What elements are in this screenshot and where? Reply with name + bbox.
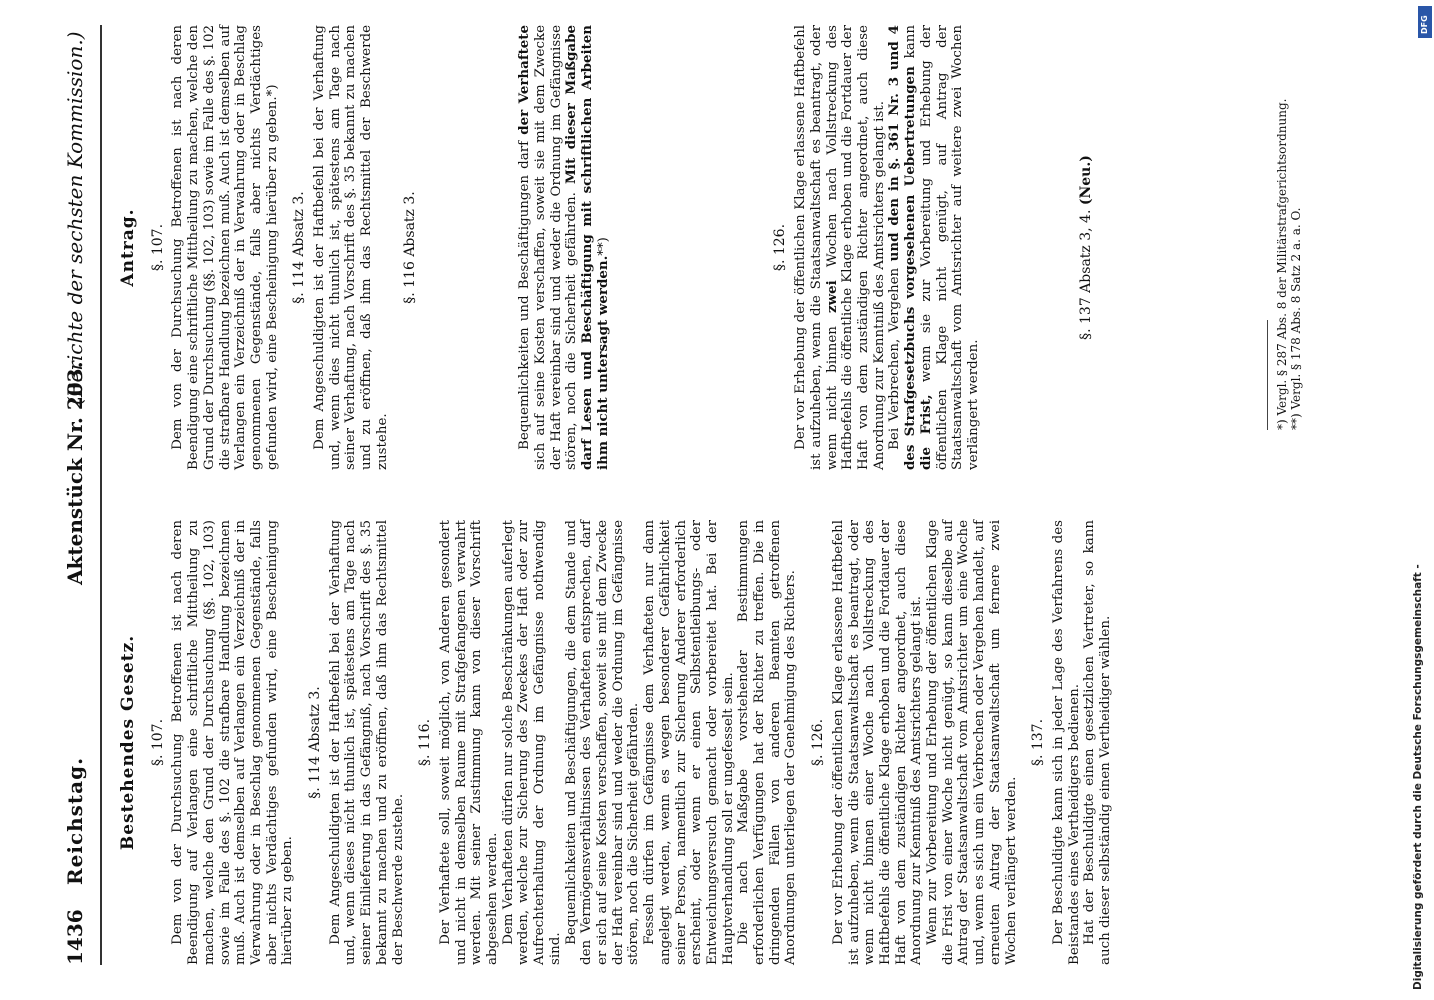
dfg-logo-text: DFG	[1420, 15, 1429, 34]
scanned-page	[45, 20, 1405, 980]
paragraph: Dem Angeschuldigten ist der Haftbefehl bei der Verhaftung und, wenn dieses nicht thunlich ist, spätestens am Tage nach seiner Einlieferung in das Gefängniß, nach Vorschrift des §. 35 bekannt zu machen und zu eröffnen, daß ihm das Rechtsmittel der Beschwerde zustehe.	[327, 520, 406, 965]
text-run: wenn sie zur Vorbereitung und Erhebung der öffentlichen Klage nicht genügt, auf Antrag der Staatsanwaltschaft vom Amtsrichter auf weitere zwei Wochen verlängert werden.	[918, 25, 981, 470]
page-number: 1436	[63, 909, 87, 965]
bold-run: die Frist,	[917, 394, 934, 470]
digitization-text: Digitalisierung gefördert durch die Deutsche Forschungsgemeinschaft -	[1412, 564, 1424, 990]
dfg-logo	[1418, 6, 1432, 38]
section-heading: §. 107.	[149, 718, 166, 767]
paragraph: Dem von der Durchsuchung Betroffenen ist nach deren Beendigung auf Verlangen eine schriftliche Mittheilung zu machen, welche den Grund der Durchsuchung (§§. 102, 103) sowie im Falle des §. 102 die strafbare Handlung bezeichnen muß. Auch ist demselben auf Verlangen ein Verzeichniß der in Verwahrung oder in Beschlag genommenen Gegenstände, falls aber nichts Verdächtiges gefunden wird, eine Bescheinigung hierüber zu geben.	[170, 520, 296, 965]
paragraph: Bequemlichkeiten und Beschäftigungen, die dem Stande und den Vermögensverhältnissen des Verhafteten entsprechen, darf er sich auf seine Kosten verschaffen, soweit sie mit dem Zwecke der Haft vereinbar sind und weder die Ordnung im Gefängnisse stören, noch die Sicherheit gefährden.	[563, 520, 642, 965]
header-report: (Berichte der sechsten Kommission.)	[63, 31, 87, 405]
bold-run: der Verhaftete	[516, 25, 533, 135]
paragraph	[517, 25, 611, 470]
paragraph	[793, 25, 887, 470]
footnotes	[1275, 30, 1303, 430]
footnote-ref: **)	[595, 237, 611, 256]
header-rule	[100, 25, 102, 965]
paragraph: Wenn zur Vorbereitung und Erhebung der öffentlichen Klage die Frist von einer Woche nicht genügt, so kann dieselbe auf Antrag der Staatsanwaltschaft vom Amtsrichter um eine Woche und, wenn es sich um ein Verbrechen oder Vergehen handelt, auf erneuten Antrag der Staatsanwaltschaft um fernere zwei Wochen verlängert werden.	[925, 520, 1019, 965]
section-heading: §. 137.	[1030, 718, 1047, 767]
text-run: Der vor Erhebung der öffentlichen Klage erlassene Haftbefehl ist aufzuheben, wenn die Staatsanwaltschaft es beantragt, oder wenn nicht binnen	[793, 25, 840, 470]
column-title: Antrag.	[118, 208, 138, 287]
paragraph: Fesseln dürfen im Gefängnisse dem Verhafteten nur dann angelegt werden, wenn es wegen besonderer Gefährlichkeit seiner Person, namentlich zur Sicherung Anderer erforderlich erscheint, oder wenn er einen Selbstentleibungs- oder Entweichungsversuch gemacht oder vorbereitet hat. Bei der Hauptverhandlung soll er ungefesselt sein.	[642, 520, 736, 965]
footnote-rule	[1267, 320, 1268, 430]
paragraph: Hat der Beschuldigte einen gesetzlichen Vertreter, so kann auch dieser selbständig einen Vertheidiger wählen.	[1082, 520, 1114, 965]
paragraph: Dem Angeschuldigten ist der Haftbefehl bei der Verhaftung und, wenn dies nicht thunlich ist, spätestens am Tage nach seiner Verhaftung, nach Vorschrift des §. 35 bekannt zu machen und zu eröffnen, daß ihm das Rechtsmittel der Beschwerde zustehe.	[312, 25, 390, 470]
header-aktenstueck: Aktenstück Nr. 203.	[63, 361, 87, 585]
digitization-note	[1412, 30, 1432, 990]
paragraph: Der vor Erhebung der öffentlichen Klage erlassene Haftbefehl ist aufzuheben, wenn die Staatsanwaltschaft es beantragt, oder wenn nicht binnen einer Woche nach Vollstreckung des Haftbefehls die öffentliche Klage erhoben und die Fortdauer der Haft von dem zuständigen Richter angeordnet, auch diese Anordnung zur Kenntniß des Amtsrichters gelangt ist.	[830, 520, 925, 965]
paragraph: Der Verhaftete soll, soweit möglich, von Anderen gesondert und nicht in demselben Raume mit Strafgefangenen verwahrt werden. Mit seiner Zustimmung kann von dieser Vorschrift abgesehen werden.	[437, 520, 501, 965]
bold-run: (Neu.)	[1077, 155, 1094, 206]
section-heading: §. 116 Absatz 3.	[401, 191, 418, 304]
section-heading: §. 114 Absatz 3.	[291, 191, 308, 304]
column-title: Bestehendes Gesetz.	[118, 634, 138, 851]
section-heading: §. 126.	[772, 223, 789, 272]
section-heading: §. 107.	[149, 223, 166, 272]
paragraph: Der Beschuldigte kann sich in jeder Lage des Verfahrens des Beistandes eines Vertheidigers bedienen.	[1050, 520, 1082, 965]
text-run: Bequemlichkeiten und Beschäftigungen darf	[517, 140, 533, 450]
page-header	[63, 20, 103, 980]
paragraph: Die nach Maßgabe vorstehender Bestimmungen erforderlichen Verfügungen hat der Richter zu treffen. Die in dringenden Fällen von anderen Beamten getroffenen Anordnungen unterliegen der Genehmigung des Richters.	[736, 520, 799, 965]
paragraph: Dem von der Durchsuchung Betroffenen ist nach deren Beendigung eine schriftliche Mittheilung zu machen, welche den Grund der Durchsuchung (§§. 102, 103) sowie im Falle des §. 102 die strafbare Handlung bezeichnen muß. Auch ist demselben auf Verlangen ein Verzeichniß der in Verwahrung oder in Beschlag genommenen Gegenstände, falls aber nichts Verdächtiges gefunden wird, eine Bescheinigung hierüber zu geben.*)	[170, 25, 280, 470]
section-heading: §. 116.	[417, 718, 434, 767]
footnote: *) Vergl. § 287 Abs. 8 der Militärstrafgerichtsordnung.	[1275, 98, 1289, 430]
bold-run: und den in §. 361 Nr. 3 und 4 des Strafgesetzbuchs vorgesehenen Uebertretungen	[886, 25, 919, 470]
text-run: kann	[903, 25, 919, 59]
section-heading: §. 114 Absatz 3.	[307, 686, 324, 799]
spacer	[422, 25, 517, 470]
paragraph	[887, 25, 981, 470]
column-motion	[115, 25, 1098, 470]
text-run: §. 137 Absatz 3, 4.	[1077, 209, 1094, 340]
bold-run: Mit dieser Maßgabe darf Lesen und Beschäftigung mit schriftlichen Arbeiten ihm nicht untersagt werden.	[563, 25, 611, 470]
column-existing-law	[115, 520, 1114, 965]
section-heading: §. 126.	[810, 718, 827, 767]
bold-run: zwei	[823, 280, 840, 313]
spacer	[982, 25, 1067, 470]
text-run: sich auf seine Kosten verschaffen, soweit sie mit dem Zwecke der Haft vereinbar sind und weder die Ordnung im Gefängnisse stören, noch die Sicherheit gefährden.	[532, 25, 580, 470]
header-title: Reichstag.	[63, 756, 87, 885]
section-heading	[1079, 25, 1095, 470]
text-run: Wochen nach Vollstreckung des Haftbefehls die öffentliche Klage erhoben und die Fortdauer der Haft von dem zuständigen Richter angeordnet, auch diese Anordnung zur Kenntniß des Amtsrichters gelangt ist.	[824, 25, 887, 470]
text-run: Bei Verbrechen, Vergehen	[887, 267, 903, 450]
spacer	[611, 25, 761, 470]
paragraph: Dem Verhafteten dürfen nur solche Beschränkungen auferlegt werden, welche zur Sicherung des Zweckes der Haft oder zur Aufrechterhaltung der Ordnung im Gefängnisse nothwendig sind.	[500, 520, 563, 965]
footnote: **) Vergl. § 178 Abs. 8 Satz 2 a. a. O.	[1289, 207, 1303, 430]
